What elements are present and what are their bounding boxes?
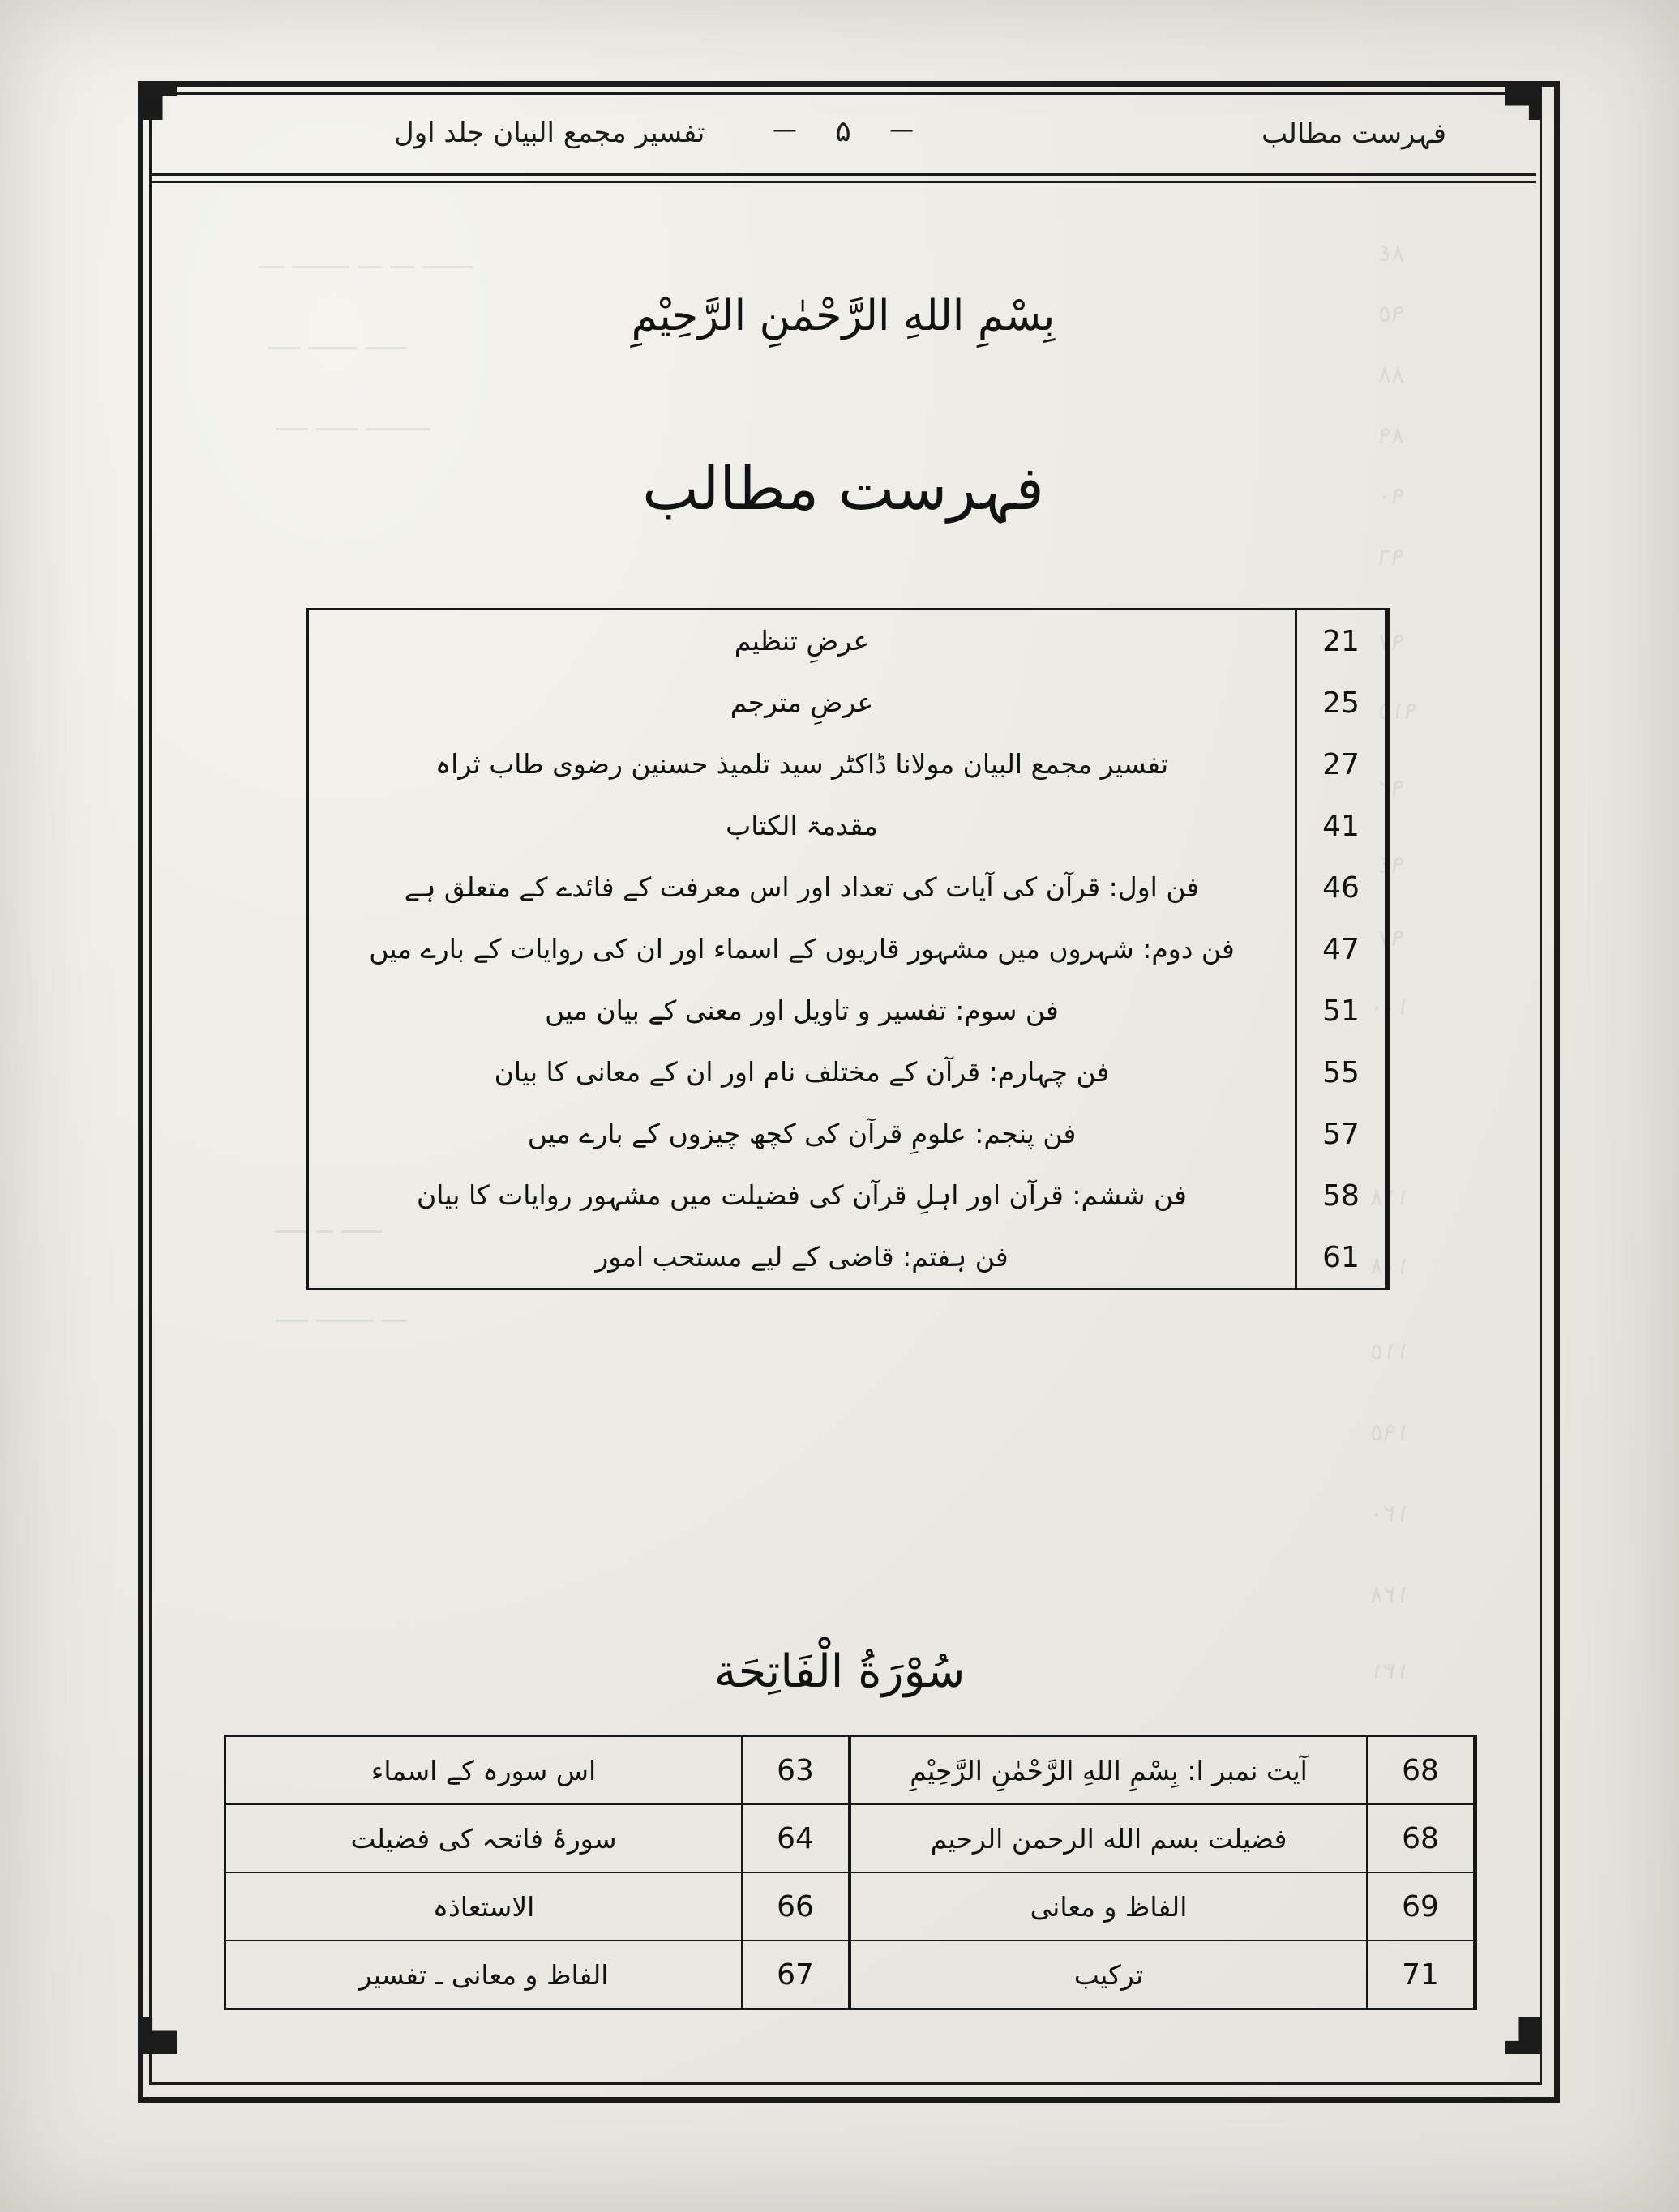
header-book-title: تفسیر مجمع البیان جلد اول bbox=[394, 117, 705, 149]
bleed-through-text: ــــ ـــــ ــــــــ bbox=[276, 405, 430, 438]
table-row[interactable] bbox=[226, 1805, 1475, 1873]
toc-page-number: 21 bbox=[1295, 610, 1387, 672]
toc-page-number: 58 bbox=[1295, 1165, 1387, 1226]
page-number: ۵ bbox=[835, 115, 851, 148]
table-row[interactable] bbox=[309, 734, 1387, 795]
table-row[interactable] bbox=[309, 1103, 1387, 1165]
surah-heading: سُوْرَةُ الْفَاتِحَة bbox=[713, 1645, 966, 1698]
toc-entry-title: فن پنجم: علومِ قرآن کی کچھ چیزوں کے بارے میں bbox=[527, 1118, 1077, 1150]
header-page-number-group bbox=[151, 115, 1536, 148]
table-row[interactable] bbox=[309, 857, 1387, 918]
toc-entry-title: اس سورہ کے اسماء bbox=[370, 1754, 597, 1786]
toc-entry-title: فن چہارم: قرآن کے مختلف نام اور ان کے معانی کا بیان bbox=[494, 1056, 1110, 1089]
page-title: فہرست مطالب bbox=[642, 454, 1044, 524]
bleed-through-text: ١٢٨ bbox=[1370, 1581, 1410, 1609]
bleed-through-text: ــــ ــ ـــــ bbox=[276, 1208, 383, 1240]
toc-entry-title: سورۂ فاتحہ کی فضیلت bbox=[350, 1822, 617, 1855]
toc-entry-title: عرضِ تنظیم bbox=[734, 625, 870, 657]
toc-entry-title: تفسیر مجمع البیان مولانا ڈاکٹر سید تلمیذ حسنین رضوی طاب ثراہ bbox=[435, 748, 1169, 781]
bleed-through-text: ٩٥ bbox=[1378, 300, 1405, 328]
bleed-through-text: ١٢٠ bbox=[1370, 1500, 1410, 1528]
bleed-through-text: ١١٥ bbox=[1370, 1337, 1410, 1366]
table-row[interactable] bbox=[309, 1165, 1387, 1226]
toc-page-number: 68 bbox=[1366, 1805, 1475, 1872]
bleed-through-text: ١٠٨ bbox=[1370, 1252, 1410, 1281]
table-row[interactable] bbox=[309, 1042, 1387, 1103]
toc-table bbox=[306, 608, 1390, 1290]
toc-entry-title: ترکیب bbox=[850, 1941, 1366, 2008]
toc-entry-title: آیت نمبر ا: بِسْمِ اللهِ الرَّحْمٰنِ الرَّحِيْمِ bbox=[850, 1737, 1366, 1803]
running-header bbox=[151, 94, 1536, 183]
table-row[interactable] bbox=[309, 610, 1387, 672]
table-row[interactable] bbox=[309, 672, 1387, 734]
toc-entry-title: فن ششم: قرآن اور اہلِ قرآن کی فضیلت میں مشہور روایات کا بیان bbox=[417, 1179, 1187, 1212]
table-row[interactable] bbox=[309, 918, 1387, 980]
table-row[interactable] bbox=[226, 1737, 1475, 1805]
bleed-through-text: ٩١٥ bbox=[1378, 697, 1418, 725]
toc-page-number: 55 bbox=[1295, 1042, 1387, 1103]
toc-entry-title: فن اول: قرآن کی آیات کی تعداد اور اس معرفت کے فائدے کے متعلق ہے bbox=[404, 871, 1200, 904]
bleed-through-text: ــــ ــــــ ـــــ bbox=[268, 324, 407, 357]
bleed-through-text: ١٩٥ bbox=[1370, 1418, 1410, 1447]
bleed-through-text: ٩٧ bbox=[1378, 924, 1405, 952]
bleed-through-text: ٩٢ bbox=[1378, 774, 1405, 802]
toc-entry-title: الفاظ و معانی ـ تفسیر bbox=[358, 1958, 609, 1991]
toc-entry-title: فن دوم: شہروں میں مشہور قاریوں کے اسماء اور ان کی روایات کے بارے میں bbox=[369, 933, 1235, 965]
bleed-through-text: ١١٨ bbox=[1370, 1183, 1410, 1212]
bleed-through-text: ١٠٠ bbox=[1370, 993, 1410, 1021]
table-row[interactable] bbox=[309, 795, 1387, 857]
bleed-through-text: ٨٩ bbox=[1378, 421, 1405, 450]
ornament-left-icon: — bbox=[772, 116, 797, 144]
toc-page-number: 67 bbox=[741, 1941, 850, 2008]
toc-entry-title: فن ہفتم: قاضی کے لیے مستحب امور bbox=[595, 1241, 1009, 1273]
ornament-right-icon: — bbox=[889, 116, 914, 144]
bleed-through-text: ٨٨ bbox=[1378, 361, 1405, 389]
toc-entry-title: فضیلت بسم الله الرحمن الرحیم bbox=[850, 1805, 1366, 1872]
bleed-through-text: ٩٤ bbox=[1378, 851, 1405, 879]
toc-entry-title: مقدمۃ الکتاب bbox=[726, 810, 878, 842]
toc-page-number: 61 bbox=[1295, 1226, 1387, 1288]
toc-entry-title: عرضِ مترجم bbox=[730, 687, 874, 719]
toc-page-number: 71 bbox=[1366, 1941, 1475, 2008]
table-row[interactable] bbox=[309, 1226, 1387, 1288]
bleed-through-text: ٩٠ bbox=[1378, 482, 1405, 511]
surah-toc-table bbox=[224, 1735, 1477, 2010]
toc-page-number: 51 bbox=[1295, 980, 1387, 1042]
bleed-through-text: ١٣١ bbox=[1370, 1658, 1410, 1686]
table-row[interactable] bbox=[226, 1941, 1475, 2008]
toc-entry-title: الاستعاذہ bbox=[432, 1890, 535, 1923]
toc-page-number: 25 bbox=[1295, 672, 1387, 734]
bleed-through-text: ٨٤ bbox=[1378, 239, 1405, 267]
toc-page-number: 66 bbox=[741, 1873, 850, 1940]
toc-page-number: 27 bbox=[1295, 734, 1387, 795]
table-row[interactable] bbox=[226, 1873, 1475, 1941]
bleed-through-text: ـــ ـــــــ ـــ ـــ ــــــ bbox=[259, 243, 473, 276]
toc-page-number: 57 bbox=[1295, 1103, 1387, 1165]
toc-entry-title: الفاظ و معانی bbox=[850, 1873, 1366, 1940]
toc-entry-title: فن سوم: تفسیر و تاویل اور معنی کے بیان میں bbox=[545, 995, 1059, 1027]
toc-page-number: 41 bbox=[1295, 795, 1387, 857]
header-divider bbox=[151, 173, 1536, 183]
toc-page-number: 46 bbox=[1295, 857, 1387, 918]
toc-page-number: 47 bbox=[1295, 918, 1387, 980]
toc-page-number: 68 bbox=[1366, 1737, 1475, 1803]
table-row[interactable] bbox=[309, 980, 1387, 1042]
toc-page-number: 64 bbox=[741, 1805, 850, 1872]
toc-page-number: 69 bbox=[1366, 1873, 1475, 1940]
bleed-through-text: ــــ ـــــــ ـــ bbox=[276, 1297, 407, 1329]
basmala-text: بِسْمِ اللهِ الرَّحْمٰنِ الرَّحِيْمِ bbox=[631, 292, 1056, 340]
toc-page-number: 63 bbox=[741, 1737, 850, 1803]
bleed-through-text: ٩٧ bbox=[1378, 628, 1405, 657]
bleed-through-text: ٩٦ bbox=[1378, 543, 1405, 571]
page-intro bbox=[195, 227, 1492, 524]
header-chapter-title: فہرست مطالب bbox=[1261, 118, 1446, 150]
